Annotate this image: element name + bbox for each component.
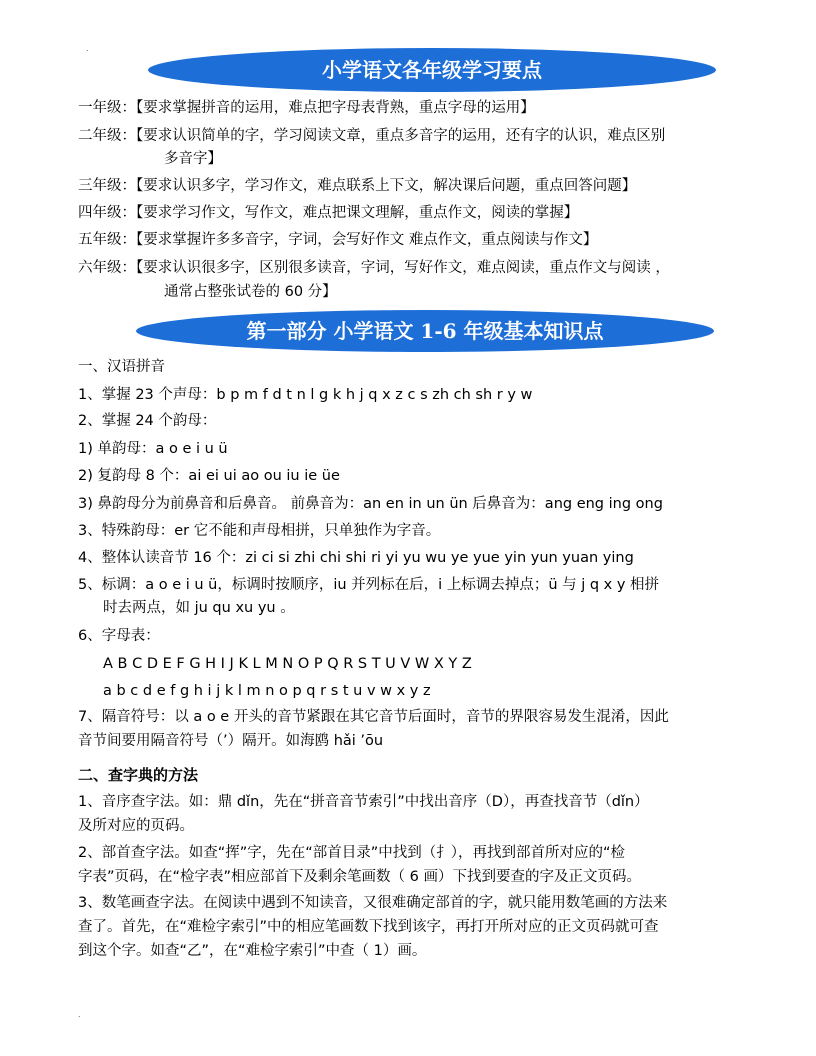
- pinyin-line: 4、整体认读音节 16 个：zi ci si zhi chi shi ri yi yu wu ye yue yin yun yuan ying: [78, 550, 634, 566]
- grade-label: 三年级：: [78, 178, 136, 194]
- grade-label: 二年级：: [78, 128, 136, 144]
- pinyin-line: 2、掌握 24 个韵母：: [78, 413, 217, 429]
- dictionary-line: 字表”页码，在“检字表”相应部首下及剩余笔画数（ 6 画）下找到要查的字及正文页码。: [78, 869, 641, 885]
- pinyin-line: 1) 单韵母：a o e i u ü: [78, 441, 228, 457]
- grade-line: [78, 126, 665, 146]
- pinyin-line: 2) 复韵母 8 个：ai ei ui ao ou iu ie üe: [78, 468, 340, 484]
- dictionary-line: 2、部首查字法。如查“挥”字，先在“部首目录”中找到（扌），再找到部首所对应的“检: [78, 845, 626, 861]
- dictionary-line: 查了。首先，在“难检字索引”中的相应笔画数下找到该字，再打开所对应的正文页码就可查: [78, 919, 659, 935]
- grade-line: [78, 98, 535, 118]
- pinyin-line: 音节间要用隔音符号（’）隔开。如海鸥 hǎi ’ōu: [78, 733, 384, 749]
- dictionary-line: 到这个字。如查“乙”，在“难检字索引”中查（ 1）画。: [78, 943, 427, 959]
- grade-label: 一年级：: [78, 100, 136, 116]
- part1-banner-text: 第一部分 小学语文 1-6 年级基本知识点: [246, 319, 604, 343]
- pinyin-line: 时去两点，如 ju qu xu yu 。: [103, 600, 295, 616]
- grade-text: 【要求认识多字，学习作文，难点联系上下文，解决课后问题，重点回答问题】: [136, 178, 637, 194]
- pinyin-line: 5、标调：a o e i u ü，标调时按顺序，iu 并列标在后，i 上标调去掉点；ü 与 j q x y 相拼: [78, 577, 660, 593]
- grade-line-cont: 通常占整张试卷的 60 分】: [164, 284, 337, 300]
- title-banner: [148, 48, 716, 92]
- grade-text: 【要求学习作文，写作文，难点把课文理解，重点作文，阅读的掌握】: [136, 205, 579, 221]
- section-heading: 二、查字典的方法: [78, 766, 199, 784]
- grade-line: [78, 230, 597, 250]
- grade-text: 【要求掌握许多多音字，字词，会写好作文 难点作文，重点阅读与作文】: [136, 232, 598, 248]
- pinyin-line: 7、隔音符号：以 a o e 开头的音节紧跟在其它音节后面时，音节的界限容易发生混淆，因此: [78, 709, 669, 725]
- dictionary-line: 及所对应的页码。: [78, 818, 194, 834]
- page-mark: .: [86, 44, 89, 53]
- page-mark: .: [78, 1010, 81, 1019]
- title-banner-text: 小学语文各年级学习要点: [322, 58, 542, 82]
- grade-line: [78, 176, 636, 196]
- grade-text: 【要求认识很多字，区别很多读音，字词，写好作文，难点阅读，重点作文与阅读 ，: [136, 260, 670, 276]
- grade-text: 【要求掌握拼音的运用，难点把字母表背熟，重点字母的运用】: [136, 100, 535, 116]
- grade-text: 【要求认识简单的字，学习阅读文章，重点多音字的运用，还有字的认识，难点区别: [136, 128, 666, 144]
- pinyin-line: 6、字母表：: [78, 628, 160, 644]
- grade-label: 六年级：: [78, 260, 136, 276]
- dictionary-line: 3、数笔画查字法。在阅读中遇到不知读音，又很难确定部首的字，就只能用数笔画的方法来: [78, 895, 668, 911]
- pinyin-line: 1、掌握 23 个声母：b p m f d t n l g k h j q x z c s zh ch sh r y w: [78, 387, 533, 403]
- alphabet-lowercase: a b c d e f g h i j k l m n o p q r s t u v w x y z: [103, 683, 431, 699]
- part1-banner: [136, 310, 714, 352]
- pinyin-line: 3) 鼻韵母分为前鼻音和后鼻音。 前鼻音为：an en in un ün 后鼻音为：ang eng ing ong: [78, 496, 663, 512]
- pinyin-line: 3、特殊韵母：er 它不能和声母相拼，只单独作为字音。: [78, 523, 441, 539]
- grade-label: 四年级：: [78, 205, 136, 221]
- grade-line: [78, 203, 578, 223]
- alphabet-uppercase: A B C D E F G H I J K L M N O P Q R S T U V W X Y Z: [103, 656, 472, 672]
- grade-line: [78, 258, 670, 278]
- dictionary-line: 1、音序查字法。如：鼎 dǐn，先在“拼音音节索引”中找出音序（D），再查找音节（dǐn）: [78, 794, 649, 810]
- grade-label: 五年级：: [78, 232, 136, 248]
- section-heading: 一、汉语拼音: [78, 359, 165, 375]
- grade-line-cont: 多音字】: [164, 151, 222, 167]
